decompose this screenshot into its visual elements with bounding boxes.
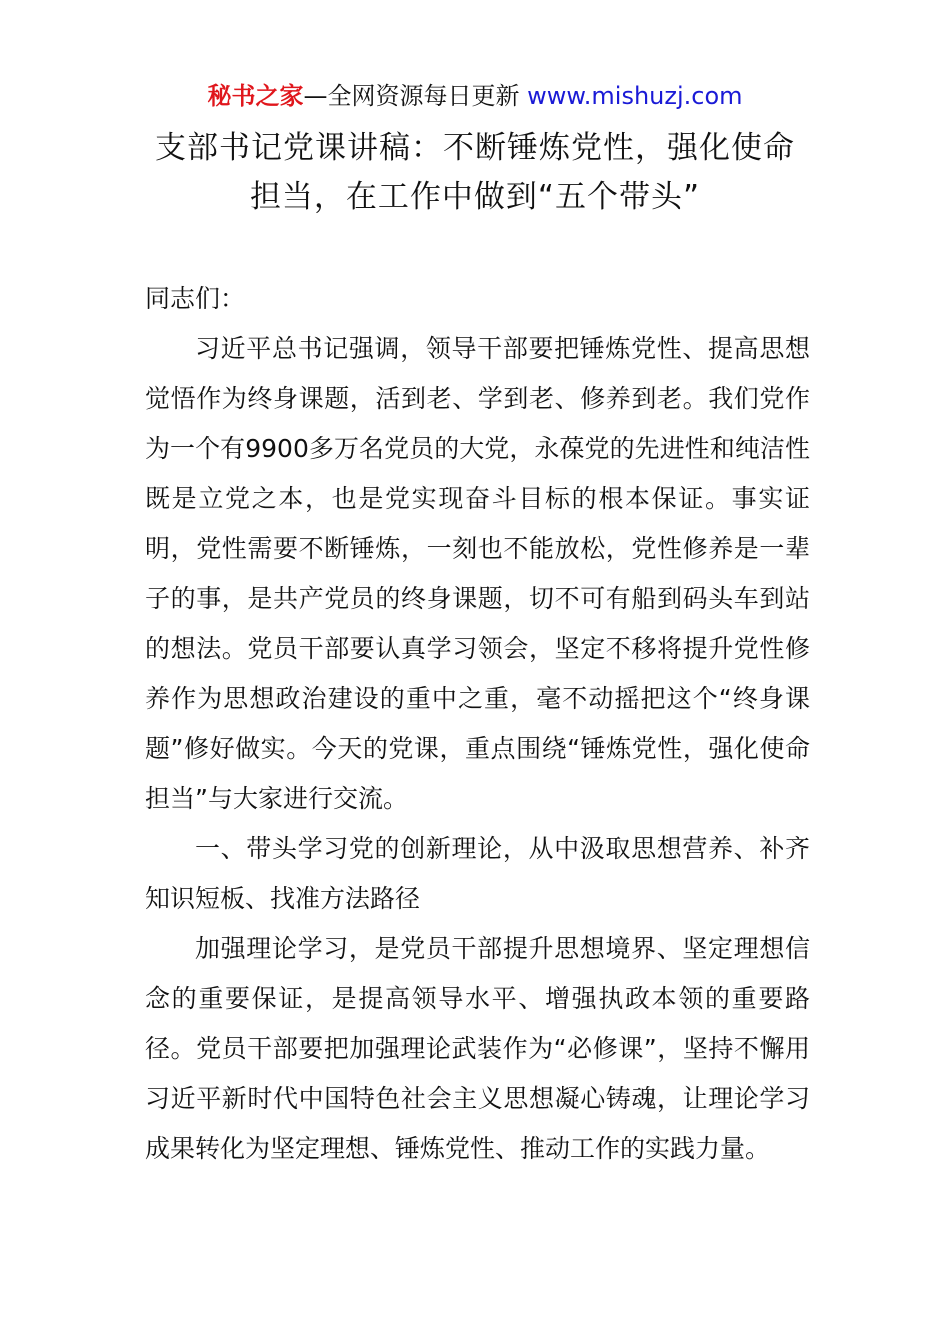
title-line-2: 担当，在工作中做到“五个带头”: [249, 179, 701, 215]
paragraph-theory-study: 加强理论学习，是党员干部提升思想境界、坚定理想信念的重要保证，是提高领导水平、增强执政本领的重要路径。党员干部要把加强理论武装作为“必修课”，坚持不懈用习近平新时代中国特色社会主义思想凝心铸魂，让理论学习成果转化为坚定理想、锤炼党性、推动工作的实践力量。: [145, 934, 810, 1163]
title-line-1: 支部书记党课讲稿：不断锤炼党性，强化使命: [155, 130, 795, 166]
paragraph-intro: 习近平总书记强调，领导干部要把锤炼党性、提高思想觉悟作为终身课题，活到老、学到老、修养到老。我们党作为一个有9900多万名党员的大党，永葆党的先进性和纯洁性既是立党之本，也是党实现奋斗目标的根本保证。事实证明，党性需要不断锤炼，一刻也不能放松，党性修养是一辈子的事，是共产党员的终身课题，切不可有船到码头车到站的想法。党员干部要认真学习领会，坚定不移将提升党性修养作为思想政治建设的重中之重，毫不动摇把这个“终身课题”修好做实。今天的党课，重点围绕“锤炼党性，强化使命担当”与大家进行交流。: [145, 334, 810, 813]
site-tagline: —全网资源每日更新: [303, 82, 528, 110]
section-heading-1: 一、带头学习党的创新理论，从中汲取思想营养、补齐知识短板、找准方法路径: [145, 834, 810, 913]
site-url-link[interactable]: www.mishuzj.com: [527, 82, 743, 110]
site-header: [0, 80, 950, 112]
document-body: [145, 274, 810, 1174]
site-brand: 秘书之家: [207, 82, 304, 110]
salutation: 同志们：: [145, 284, 246, 313]
document-title: [100, 124, 850, 222]
